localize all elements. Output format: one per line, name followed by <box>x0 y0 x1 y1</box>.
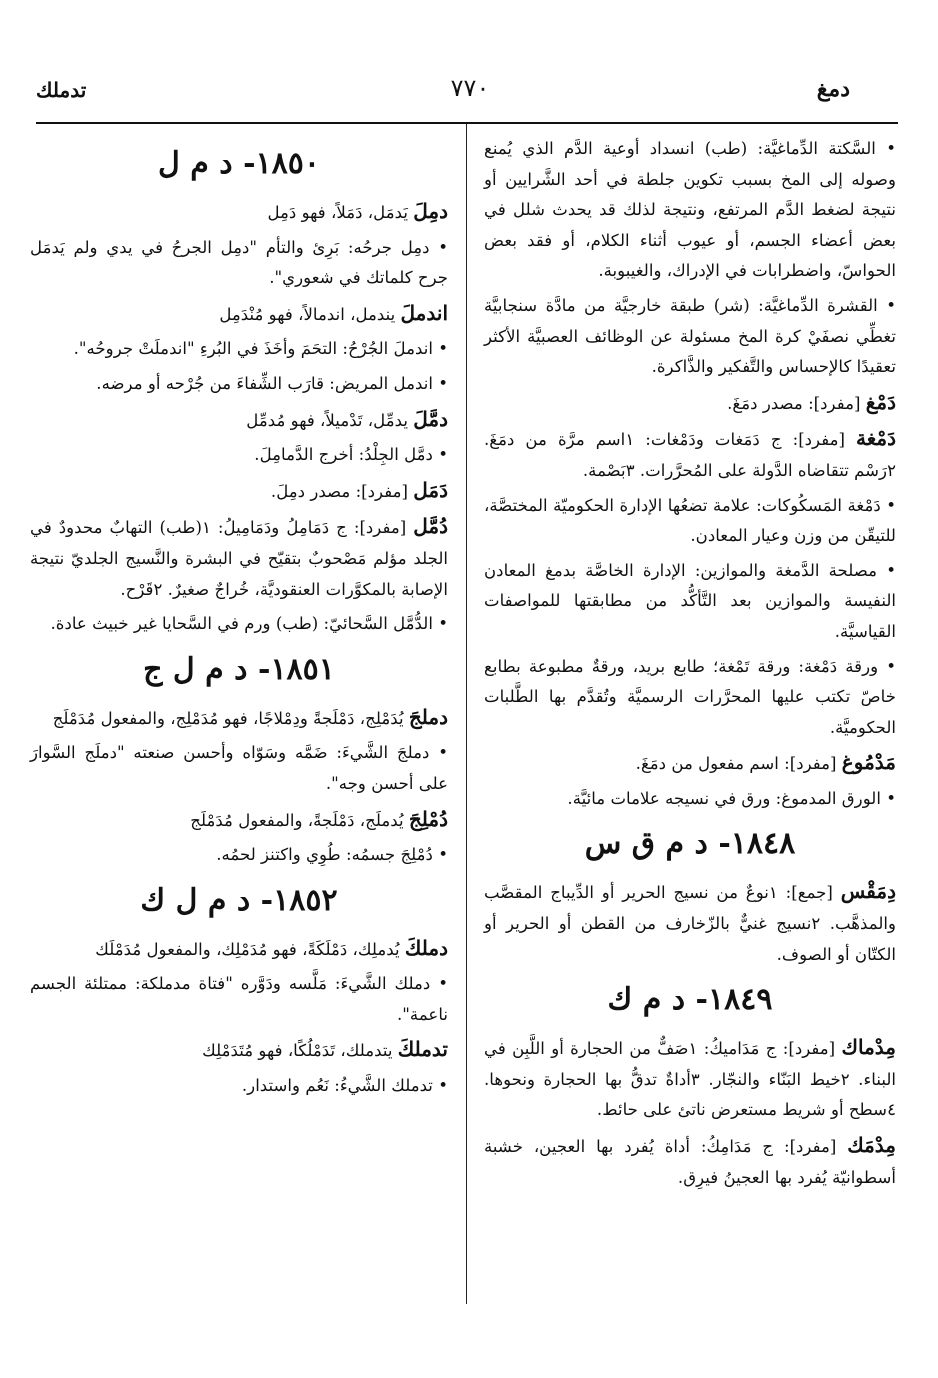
headword: دملكَ <box>404 935 448 960</box>
headword: مِدْمَك <box>847 1133 896 1158</box>
sense-line: • تدملك الشَّيءُ: نَعُم واستدار. <box>241 1076 448 1096</box>
sense-line: • الورق المدموغ: ورق في نسيجه علامات مائيَّة. <box>567 788 896 808</box>
headword: دُمَّل <box>413 514 448 539</box>
root-letters: - د م ل ج <box>143 651 271 687</box>
entry <box>30 933 448 966</box>
entry <box>30 702 448 735</box>
root-heading <box>484 824 896 864</box>
root-number: ١٨٥١ <box>270 651 335 687</box>
entry <box>30 196 448 229</box>
definition: يتدملك، تَدَمْلُكًا، فهو مُتَدَمْلِك <box>202 1041 398 1061</box>
headword: دملجَ <box>408 704 448 729</box>
root-heading <box>484 980 896 1020</box>
sense-line: • الدُّمَّل السَّحائيّ: (طب) ورم في السَّحايا غير خبيث عادة. <box>50 614 448 634</box>
header-left-word: تدملك <box>36 78 87 102</box>
page-header <box>0 72 938 112</box>
headword: مَدْمُوغ <box>841 750 896 775</box>
sense-line: • اندمل المريض: قارَب الشِّفاءَ من جُرْحه أو مرضه. <box>96 373 448 393</box>
header-rule <box>36 122 898 124</box>
headword: دَمْغ <box>865 389 896 414</box>
entry <box>484 387 896 420</box>
definition: [مفرد]: ج مَدَاميكُ: ١صَفٌّ من الحجارة أو اللَّبِن في البناء. ٢خيط البَنّاء والنجّار. ٣أداةٌ تدقُّ بها الحجارة ونحوها. ٤سطح أو شريط مستعرض ناتئ على حائط. <box>484 1039 896 1120</box>
entry <box>484 1130 896 1193</box>
definition: [مفرد]: مصدر دمِلَ. <box>270 481 414 501</box>
left-column <box>30 134 448 1106</box>
headword: دمَّلَ <box>413 406 448 431</box>
root-letters: - د م ق س <box>584 826 731 862</box>
definition: [جمع]: ١نوعٌ من نسيج الحرير أو الدِّيباج المقصَّب والمذهَّب. ٢نسيج غنيٌّ بالزّخارف من القطن أو الحرير أو الكتّان أو الصوف. <box>484 883 896 964</box>
definition: يُدَمْلِج، دَمْلَجةً ودِمْلاجًا، فهو مُدَمْلِج، والمفعول مُدَمْلَج <box>52 708 409 728</box>
entry <box>30 404 448 437</box>
definition: [مفرد]: ج دَمَغات ودَمْغات: ١اسم مرَّة من دمَغَ. ٢رَسْم تتقاضاه الدَّولة على المُحرَّرات. ٣بَصْمة. <box>484 430 896 480</box>
entry <box>484 876 896 970</box>
root-heading <box>30 144 448 184</box>
root-heading <box>30 881 448 921</box>
sense-line: • السَّكتة الدِّماغيَّة: (طب) انسداد أوعية الدَّم الذي يُمنع وصوله إلى المخ بسبب تكوين جلطة في أحد الشَّرايين أو نتيجة لضغط الدَّم المرتفع، ونتيجة لذلك قد يحدث شلل في بعض أعضاء الجسم، أو عيوب أثناء الكلام، أو فقد بعض الحواسّ، واضطرابات في الإدراك، والغيبوبة. <box>484 139 896 281</box>
header-right-word: دمغ <box>816 76 850 102</box>
entry <box>30 298 448 331</box>
root-number: ١٨٤٩ <box>708 982 773 1018</box>
entry <box>30 804 448 837</box>
sense-line: • ورقة دَمْغة: ورقة تَمْغة؛ طابع بريد، ورقةٌ مطبوعة بطابع خاصّ تكتب عليها المحرَّرات الرسميَّة وتُقدَّم بها الطَّلبات الحكوميَّة. <box>484 656 896 737</box>
root-letters: - د م ل <box>158 146 256 181</box>
sense-line: • دمَّل الجِلْدُ: أخرج الدَّمامِلَ. <box>254 445 448 465</box>
entry <box>30 511 448 605</box>
headword: مِدْماك <box>841 1035 896 1060</box>
headword: دَمْغة <box>856 426 896 451</box>
sense-line: • دملك الشَّيءَ: مَلَّسه ودَوَّره "فتاة مدملكة: ممتلئة الجسم ناعمة". <box>30 974 448 1024</box>
headword: دُمْلِجَ <box>408 806 448 831</box>
headword: دِمَقْس <box>840 879 896 904</box>
headword: اندملَ <box>400 300 448 325</box>
root-number: ١٨٤٨ <box>730 826 796 862</box>
sense-line: • مصلحة الدَّمغة والموازين: الإدارة الخاصَّة بدمغ المعادن النفيسة والموازين بعد التَّأكُّد من مطابقتها للمواصفات القياسيَّة. <box>484 560 896 641</box>
root-letters: - د م ك <box>607 982 708 1018</box>
sense-line: • دَمْغة المَسكُوكات: علامة تضعُها الإدارة الحكوميّة المختصَّة، للتيقّن من وزن وعيار المعادن. <box>484 495 896 546</box>
definition: يُدملَج، دَمْلَجةً، والمفعول مُدَمْلَج <box>190 810 409 830</box>
definition: يندمل، اندمالاً، فهو مُنْدَمِل <box>219 304 401 324</box>
definition: يدمِّل، تَدْميلاً، فهو مُدمِّل <box>246 410 414 430</box>
sense-line: • دمِل جرحُه: بَرِئ والتأم "دمِل الجرحُ في يدي ولم يَدمَل جرح كلماتك في شعوري". <box>30 237 448 288</box>
root-heading <box>30 650 448 690</box>
entry <box>484 423 896 486</box>
sense-line: • دُمْلِجَ جسمُه: طُوِي واكتنز لحمُه. <box>216 845 448 865</box>
headword: تدملكَ <box>397 1037 448 1062</box>
definition: يَدمَل، دَمَلاً، فهو دَمِل <box>267 203 414 222</box>
entry <box>484 747 896 780</box>
sense-line: • القشرة الدِّماغيَّة: (شر) طبقة خارجيَّة من مادَّة سنجابيَّة تغطِّي نصفَيْ كرة المخ مسئولة عن الوظائف العصبيَّة الأكثر تعقيدًا كالإحساس والتَّفكير والذَّاكرة. <box>484 295 896 377</box>
page-number: ٧٧٠ <box>450 74 490 102</box>
definition: يُدملِك، دَمْلَكَةً، فهو مُدَمْلِك، والمفعول مُدَمْلَك <box>95 939 405 959</box>
entry <box>484 1032 896 1126</box>
definition: [مفرد]: ج مَدَامِكُ: أداة يُفرد بها العجين، خشبة أسطوانيّة يُفرد بها العجينُ فيرِق. <box>484 1137 896 1187</box>
root-number: ١٨٥٢ <box>273 882 338 918</box>
right-column <box>484 134 896 1197</box>
root-number: ١٨٥٠ <box>255 146 320 181</box>
sense-line: • اندملَ الجُرْحُ: التحَمَ وأخَذَ في البُرءِ "اندملَتْ جروحُه". <box>73 339 448 359</box>
headword: دَمَل <box>413 477 448 502</box>
definition: [مفرد]: اسم مفعول من دمَغَ. <box>635 754 842 774</box>
sense-line: • دملجَ الشَّيءَ: ضَمَّه وسَوّاه وأحسن صنعته "دملَج السَّوارَ على أحسن وجه". <box>30 743 448 793</box>
entry <box>30 475 448 508</box>
root-letters: - د م ل ك <box>140 882 274 918</box>
definition: [مفرد]: ج دَمَامِلُ ودَمَامِيلُ: ١(طب) التهابٌ محدودٌ في الجلد مؤلم مَصْحوبٌ بتقيّح في البشرة والنَّسيج الجلديّ نتيجة الإصابة بالمكوَّرات العنقوديَّة، خُراجٌ صغيرٌ. ٢قَرْح. <box>30 518 448 599</box>
column-divider <box>466 124 467 1304</box>
headword: دمِلَ <box>413 199 448 223</box>
definition: [مفرد]: مصدر دمَغَ. <box>727 393 866 413</box>
entry <box>30 1034 448 1067</box>
